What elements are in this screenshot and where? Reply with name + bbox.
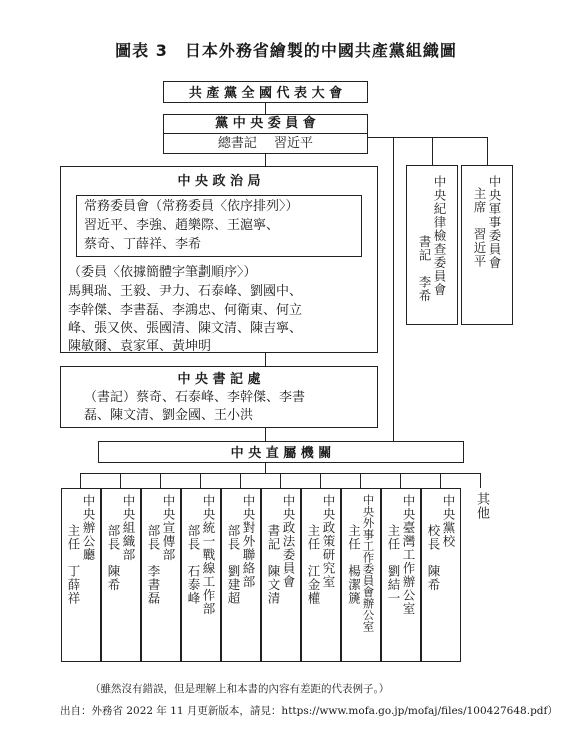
military-chairman: 主席 習近平 xyxy=(472,187,487,268)
members-line3: 李幹傑、李書磊、李鴻忠、何衛東、何立 xyxy=(68,303,303,318)
central-committee-name: 黨 中 央 委 員 會 xyxy=(164,115,367,134)
source-note: 出自：外務省 2022 年 11 月更新版本，請見：https://www.mofa.go.jp/mofaj/files/100427648.pdf） xyxy=(60,705,558,717)
direct-organs-box xyxy=(98,441,464,463)
discipline-commission-box xyxy=(406,165,458,325)
general-secretary: 總書記 習近平 xyxy=(217,136,314,151)
secretariat-name: 中 央 書 記 處 xyxy=(177,372,261,387)
department-head: 校長 陳希 xyxy=(426,524,441,592)
military-commission-box xyxy=(461,165,513,325)
chart-title: 圖表 3 日本外務省繪製的中國共產黨組織圖 xyxy=(115,41,457,60)
others-label: 其他 xyxy=(474,492,489,520)
connector xyxy=(393,137,394,441)
secretariat-line1: （書記）蔡奇、石泰峰、李幹傑、李書 xyxy=(84,390,306,405)
department-head: 主任 楊潔篪 xyxy=(346,524,362,605)
direct-organs-label: 中 央 直 屬 機 關 xyxy=(230,446,332,461)
department-name: 中央政策研究室 xyxy=(321,494,336,589)
connector xyxy=(265,103,266,114)
footnote: （雖然沒有錯誤，但是理解上和本書的內容有差距的代表例子。） xyxy=(90,683,390,695)
secretariat-line2: 磊、陳文清、劉金國、王小洪 xyxy=(84,408,254,423)
department-name: 中央宣傳部 xyxy=(161,494,176,562)
department-name: 中央統一戰線工作部 xyxy=(201,494,216,616)
connector xyxy=(320,473,321,488)
department-head: 主任 江金權 xyxy=(306,524,321,605)
members-line2: 馬興瑞、王毅、尹力、石泰峰、劉國中、 xyxy=(68,284,303,299)
department-head: 主任 劉結一 xyxy=(386,524,401,605)
central-committee-box xyxy=(163,114,368,154)
members-line1: （委員〈依據簡體字筆劃順序〉） xyxy=(68,265,257,280)
standing-line3: 蔡奇、丁薛祥、李希 xyxy=(84,237,202,252)
congress-label: 共 產 黨 全 國 代 表 大 會 xyxy=(188,86,343,101)
connector xyxy=(265,154,266,166)
department-name: 中央對外聯絡部 xyxy=(241,494,256,589)
congress-box xyxy=(163,81,368,103)
department-name: 中央外事工作委員會辦公室 xyxy=(361,494,376,632)
discipline-name: 中央紀律檢查委員會 xyxy=(432,175,447,297)
connector xyxy=(265,428,266,441)
connector xyxy=(200,473,201,488)
department-name: 中央組織部 xyxy=(121,494,136,562)
politburo-name: 中 央 政 治 局 xyxy=(177,174,261,189)
department-name: 中央政法委員會 xyxy=(281,494,296,589)
connector xyxy=(360,473,361,488)
connector xyxy=(80,473,81,488)
discipline-secretary: 書記 李希 xyxy=(417,235,432,303)
standing-line1: 常務委員會（常務委員〈依序排列〉） xyxy=(84,199,299,214)
connector xyxy=(368,137,488,138)
department-name: 中央臺灣工作辦公室 xyxy=(401,494,416,616)
department-head: 主任 丁薛祥 xyxy=(66,524,81,605)
connector xyxy=(265,353,266,366)
connector xyxy=(265,463,266,473)
connector xyxy=(120,473,121,488)
connector xyxy=(400,473,401,488)
department-name: 中央黨校 xyxy=(441,494,456,548)
connector xyxy=(280,473,281,488)
department-name: 中央辦公廳 xyxy=(81,494,96,562)
connector xyxy=(487,137,488,165)
standing-line2: 習近平、李強、趙樂際、王滬寧、 xyxy=(84,218,280,233)
department-head: 部長 李書磊 xyxy=(146,524,161,605)
connector xyxy=(480,473,481,488)
members-line4: 峰、張又俠、張國清、陳文清、陳吉寧、 xyxy=(68,321,303,336)
department-head: 部長 陳希 xyxy=(106,524,121,592)
connector xyxy=(160,473,161,488)
department-head: 部長 劉建超 xyxy=(226,524,241,605)
department-head: 部長 石泰峰 xyxy=(186,524,201,605)
members-line5: 陳敏爾、袁家軍、黃坤明 xyxy=(68,339,212,354)
department-head: 書記 陳文清 xyxy=(266,524,281,605)
connector xyxy=(240,473,241,488)
connector xyxy=(440,473,441,488)
military-name: 中央軍事委員會 xyxy=(487,175,502,270)
connector xyxy=(432,137,433,165)
